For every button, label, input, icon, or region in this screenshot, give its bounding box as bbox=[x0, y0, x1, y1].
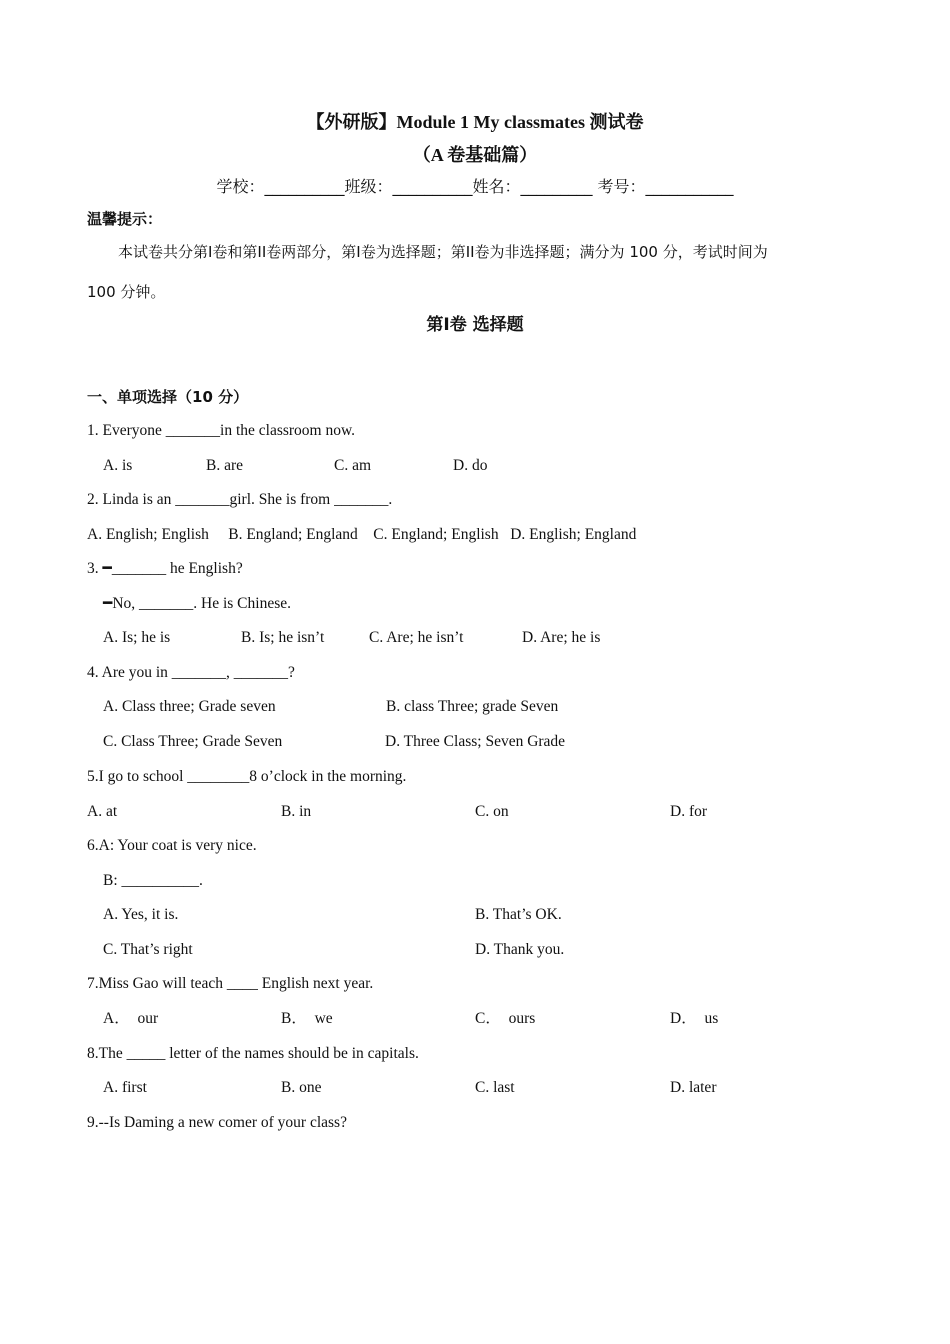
question-5-stem: 5.I go to school ________8 o’clock in the morning. bbox=[87, 768, 407, 785]
question-2-options: A. English; English B. England; England C. England; English D. English; England bbox=[87, 526, 637, 543]
question-6-stem: 6.A: Your coat is very nice. bbox=[87, 837, 257, 854]
question-6-option-d: D. Thank you. bbox=[475, 941, 565, 958]
exam-subtitle: （A 卷基础篇） bbox=[412, 145, 538, 165]
question-7-stem: 7.Miss Gao will teach ____ English next year. bbox=[87, 975, 374, 992]
notice-label: 温馨提示： bbox=[87, 210, 163, 228]
question-7-option-a: A． our bbox=[103, 1010, 159, 1027]
question-5-option-c: C. on bbox=[475, 803, 509, 820]
question-1-option-d: D. do bbox=[453, 457, 488, 474]
question-8-option-c: C. last bbox=[475, 1079, 515, 1096]
question-3-option-a: A. Is; he is bbox=[103, 629, 171, 646]
question-4-option-a: A. Class three; Grade seven bbox=[103, 698, 276, 715]
question-9-stem: 9.--Is Daming a new comer of your class? bbox=[87, 1114, 347, 1131]
student-info-line: 学校：__________班级：__________姓名：_________ 考号：___________ bbox=[216, 177, 734, 196]
question-5-option-a: A. at bbox=[87, 803, 118, 820]
question-8-option-b: B. one bbox=[281, 1079, 322, 1096]
question-4-option-d: D. Three Class; Seven Grade bbox=[385, 733, 566, 750]
question-8-option-a: A. first bbox=[103, 1079, 147, 1096]
question-5-option-b: B. in bbox=[281, 803, 312, 820]
question-3-option-c: C. Are; he isn’t bbox=[369, 629, 464, 646]
question-3-option-b: B. Is; he isn’t bbox=[241, 629, 325, 646]
question-3-reply: ━No, _______. He is Chinese. bbox=[103, 595, 291, 612]
question-6-option-a: A. Yes, it is. bbox=[103, 906, 179, 923]
question-8-option-d: D. later bbox=[670, 1079, 717, 1096]
part-title: 一、单项选择（10 分） bbox=[87, 388, 249, 406]
question-1-option-c: C. am bbox=[334, 457, 372, 474]
question-4-option-c: C. Class Three; Grade Seven bbox=[103, 733, 283, 750]
section-title: 第I卷 选择题 bbox=[426, 315, 524, 335]
question-4-stem: 4. Are you in _______, _______? bbox=[87, 664, 295, 681]
question-6-option-b: B. That’s OK. bbox=[475, 906, 562, 923]
notice-text-line1: 本试卷共分第I卷和第II卷两部分，第I卷为选择题；第II卷为非选择题；满分为 100 分，考试时间为 bbox=[118, 243, 768, 261]
question-2-stem: 2. Linda is an _______girl. She is from _______. bbox=[87, 491, 393, 508]
question-8-stem: 8.The _____ letter of the names should be in capitals. bbox=[87, 1045, 419, 1062]
question-4-option-b: B. class Three; grade Seven bbox=[386, 698, 559, 715]
question-1-option-b: B. are bbox=[206, 457, 244, 474]
question-6-option-c: C. That’s right bbox=[103, 941, 193, 958]
question-5-option-d: D. for bbox=[670, 803, 708, 820]
question-7-option-d: D． us bbox=[670, 1010, 719, 1027]
question-3-stem: 3. ━_______ he English? bbox=[87, 560, 243, 577]
question-7-option-b: B． we bbox=[281, 1010, 333, 1027]
question-6-reply: B: __________. bbox=[103, 872, 203, 889]
notice-text-line2: 100 分钟。 bbox=[87, 283, 166, 301]
question-1-option-a: A. is bbox=[103, 457, 133, 474]
question-1-stem: 1. Everyone _______in the classroom now. bbox=[87, 422, 356, 439]
question-7-option-c: C． ours bbox=[475, 1010, 536, 1027]
exam-title: 【外研版】Module 1 My classmates 测试卷 bbox=[306, 112, 644, 132]
question-3-option-d: D. Are; he is bbox=[522, 629, 601, 646]
